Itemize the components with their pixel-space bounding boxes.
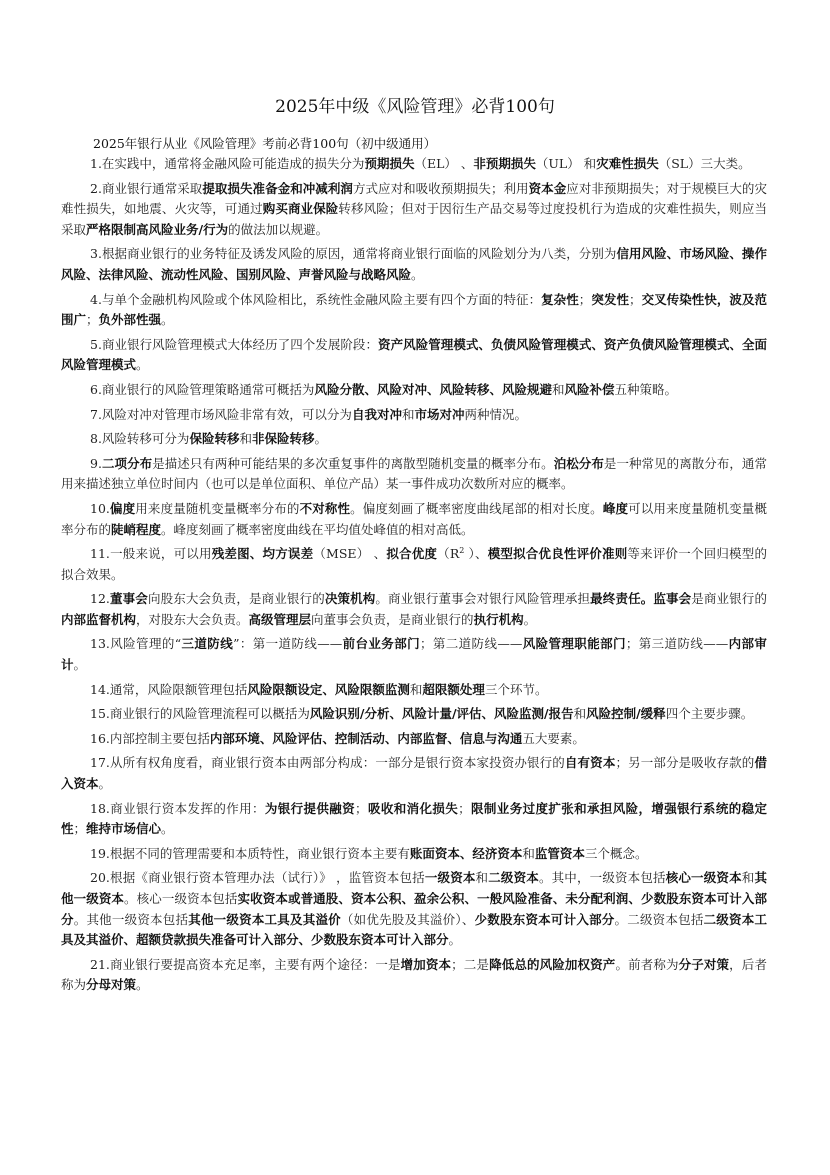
key-term: 一级资本 bbox=[424, 870, 476, 886]
paragraph-text: 两种情况。 bbox=[464, 406, 527, 422]
paragraph-text: ）、 bbox=[464, 546, 488, 562]
paragraph-text: ，后者称为 bbox=[61, 956, 767, 993]
paragraph-text: 三个环节。 bbox=[484, 681, 548, 697]
key-term: 预期损失 bbox=[364, 156, 415, 171]
paragraph-text: 和 bbox=[573, 706, 587, 722]
key-term: 三道防线 bbox=[181, 636, 234, 652]
paragraph-text: 向股东大会负责，是商业银行的 bbox=[147, 591, 325, 607]
key-term: 二级资本工具及其溢价、超额贷款损失准备可计入部分、少数股东资本可计入部分 bbox=[61, 911, 767, 948]
key-term: 董事会 bbox=[109, 591, 148, 607]
key-term: 分子对策 bbox=[678, 956, 730, 972]
paragraph-text: 21.商业银行要提高资本充足率，主要有两个途径：一是 bbox=[90, 956, 401, 972]
paragraph-text: 。 bbox=[161, 312, 174, 328]
key-term: 资本金 bbox=[528, 180, 567, 196]
key-term: 非预期损失 bbox=[473, 156, 536, 171]
key-term: 峰度 bbox=[602, 500, 629, 516]
paragraph-text: 。 bbox=[136, 977, 149, 993]
key-term: 非保险转移 bbox=[251, 431, 315, 447]
key-term: 监管资本 bbox=[534, 845, 585, 861]
paragraph-text: 应对非预期损失；对于规模巨大的灾难性损失，如地震、火灾等，可通过 bbox=[61, 180, 767, 217]
key-term: 二项分布 bbox=[101, 455, 153, 471]
paragraph-text: 20.根据《商业银行资本管理办法（试行）》 ，监管资本包括 bbox=[90, 870, 425, 886]
paragraph-3 bbox=[61, 244, 767, 285]
key-term: 借入资本 bbox=[61, 755, 767, 792]
paragraph-text: 。核心一级资本包括 bbox=[124, 891, 238, 906]
paragraph-21 bbox=[61, 955, 767, 996]
paragraph-text: 。其他一级资本包括 bbox=[73, 911, 189, 927]
paragraph-8 bbox=[61, 429, 767, 450]
paragraph-text: 14.通常，风险限额管理包括 bbox=[90, 681, 248, 697]
paragraph-15 bbox=[61, 704, 767, 725]
key-term: 降低总的风险加权资产 bbox=[489, 956, 616, 972]
paragraph-text: ； bbox=[629, 291, 642, 307]
paragraph-text: 转移风险；但对于因衍生产品交易等过度投机行为造成的灾难性损失，则应当采取 bbox=[61, 201, 767, 237]
key-term: 限制业务过度扩张和承担风险，增强银行系统的稳定性 bbox=[61, 800, 767, 837]
key-term: 账面资本、经济资本 bbox=[409, 845, 523, 861]
paragraph-text: 10. bbox=[90, 500, 110, 516]
paragraph-text: ； bbox=[86, 312, 99, 328]
paragraph-text: 。 bbox=[73, 657, 87, 673]
key-term: 其他一级资本 bbox=[61, 870, 767, 906]
paragraph-text: 是一种常见的离散分布，通常用来描述独立单位时间内（也可以是单位面积、单位产品）某一事件成功次数所对应的概率。 bbox=[61, 455, 767, 492]
paragraph-text: 方式应对和吸收预期损失；利用 bbox=[352, 180, 529, 196]
paragraph-text: 和 bbox=[475, 870, 489, 886]
paragraph-text: 17.从所有权角度看，商业银行资本由两部分构成：一部分是银行资本家投资办银行的 bbox=[90, 755, 565, 771]
paragraph-2 bbox=[61, 179, 767, 241]
paragraph-4 bbox=[61, 290, 767, 331]
key-term: 购买商业保险 bbox=[262, 201, 339, 217]
paragraph-text: 五种策略。 bbox=[614, 381, 677, 397]
paragraph-7 bbox=[61, 405, 767, 426]
paragraph-text: 三个概念。 bbox=[584, 845, 648, 861]
paragraph-text: 3.根据商业银行的业务特征及诱发风险的原因，通常将商业银行面临的风险划分为八类，分别为 bbox=[90, 246, 617, 262]
key-term: 灾难性损失 bbox=[596, 156, 659, 171]
paragraph-text: 可以用来度量随机变量概率分布的 bbox=[61, 500, 767, 537]
key-term: 自我对冲 bbox=[351, 406, 402, 422]
paragraph-text: 五大要素。 bbox=[522, 730, 585, 746]
paragraph-1 bbox=[61, 154, 767, 175]
key-term: 最终责任。监事会 bbox=[590, 591, 692, 607]
key-term: 内部审计 bbox=[61, 636, 767, 673]
paragraph-text: 和 bbox=[401, 406, 415, 422]
paragraph-text: ，对股东大会负责。 bbox=[136, 611, 249, 627]
paragraph-text: 和 bbox=[522, 845, 535, 861]
key-term: 陡峭程度 bbox=[111, 521, 162, 537]
paragraph-text: 。 bbox=[136, 357, 149, 373]
paragraph-text: 6.商业银行的风险管理策略通常可概括为 bbox=[90, 381, 315, 397]
paragraph-5 bbox=[61, 335, 767, 376]
paragraph-text: 。二级资本包括 bbox=[614, 911, 704, 927]
paragraph-text: 的做法加以规避。 bbox=[228, 221, 329, 237]
key-term: 风险控制/缓释 bbox=[586, 706, 666, 722]
paragraph-11 bbox=[61, 544, 767, 585]
paragraph-text: ； bbox=[578, 291, 592, 307]
paragraph-text: 。 bbox=[411, 266, 424, 282]
paragraph-text: 16.内部控制主要包括 bbox=[90, 730, 210, 746]
paragraph-text: （MSE） 、 bbox=[313, 546, 387, 562]
paragraph-text: 15.商业银行的风险管理流程可以概括为 bbox=[90, 706, 310, 722]
key-term: 突发性 bbox=[591, 291, 629, 307]
key-term: 实收资本或普通股、资本公积、盈余公积、一般风险准备、未分配利润、少数股东资本可计入部分 bbox=[61, 891, 767, 927]
paragraph-text: 4.与单个金融机构风险或个体风险相比，系统性金融风险主要有四个方面的特征： bbox=[90, 291, 542, 307]
paragraph-text: （如优先股及其溢价）、 bbox=[340, 911, 475, 927]
paragraph-text: 向董事会负责，是商业银行的 bbox=[311, 611, 474, 627]
paragraph-12 bbox=[61, 589, 767, 630]
paragraph-text: 四个主要步骤。 bbox=[665, 706, 754, 722]
paragraph-text: ；另一部分是吸收存款的 bbox=[615, 755, 755, 771]
key-term: 市场对冲 bbox=[414, 406, 465, 422]
paragraph-9 bbox=[61, 454, 767, 495]
paragraph-text: 。偏度刻画了概率密度曲线尾部的相对长度。 bbox=[350, 500, 603, 516]
paragraph-text: ；第三道防线—— bbox=[625, 636, 729, 652]
key-term: 负外部性强 bbox=[98, 312, 162, 328]
paragraph-text: 。 bbox=[314, 431, 327, 447]
key-term: 其他一级资本工具及其溢价 bbox=[188, 911, 341, 927]
paragraph-text: 是商业银行的 bbox=[691, 591, 767, 607]
key-term: 交叉传染性快，波及范围广 bbox=[61, 291, 767, 328]
paragraph-text: 1.在实践中，通常将金融风险可能造成的损失分为 bbox=[90, 156, 365, 171]
key-term: 增加资本 bbox=[400, 956, 452, 972]
key-term: 拟合优度 bbox=[386, 546, 438, 562]
paragraph-10 bbox=[61, 499, 767, 540]
paragraph-text: 。 bbox=[161, 821, 174, 837]
paragraph-text: 18.商业银行资本发挥的作用： bbox=[90, 800, 265, 816]
paragraph-text: ； bbox=[73, 821, 87, 837]
key-term: 内部环境、风险评估、控制活动、内部监督、信息与沟通 bbox=[209, 730, 523, 746]
key-term: 提取损失准备金和冲减利润 bbox=[202, 180, 353, 196]
key-term: 核心一级资本 bbox=[665, 870, 742, 886]
paragraph-text: 用来度量随机变量概率分布的 bbox=[135, 500, 300, 516]
key-term: 维持市场信心 bbox=[86, 821, 162, 837]
paragraph-text: 。峰度刻画了概率密度曲线在平均值处峰值的相对高低。 bbox=[161, 521, 474, 537]
paragraph-text: 8.风险转移可分为 bbox=[90, 431, 190, 447]
key-term: 吸收和消化损失 bbox=[367, 800, 459, 816]
paragraph-text: 9. bbox=[90, 455, 102, 471]
paragraph-text: （SL）三大类。 bbox=[658, 156, 751, 171]
paragraph-13 bbox=[61, 634, 767, 675]
key-term: 风险补偿 bbox=[564, 381, 615, 397]
key-term: 不对称性 bbox=[299, 500, 351, 516]
key-term: 残差图、均方误差 bbox=[211, 546, 314, 562]
paragraph-text: 。其中，一级资本包括 bbox=[538, 870, 666, 886]
key-term: 决策机构 bbox=[324, 591, 376, 607]
key-term: 前台业务部门 bbox=[342, 636, 420, 652]
key-term: 执行机构 bbox=[473, 611, 524, 627]
key-term: 少数股东资本可计入部分 bbox=[474, 911, 615, 927]
paragraph-text: （R bbox=[437, 546, 460, 562]
key-term: 风险分散、风险对冲、风险转移、风险规避 bbox=[314, 381, 552, 397]
key-term: 高级管理层 bbox=[248, 611, 312, 627]
paragraph-text: 19.根据不同的管理需要和本质特性，商业银行资本主要有 bbox=[90, 845, 410, 861]
paragraph-6 bbox=[61, 380, 767, 401]
page-title: 2025年中级《风险管理》必背100句 bbox=[275, 97, 555, 117]
key-term: 信用风险、市场风险、操作风险、法律风险、流动性风险、国别风险、声誉风险与战略风险 bbox=[61, 246, 767, 282]
key-term: 为银行提供融资 bbox=[264, 800, 356, 816]
paragraph-text: 7.风险对冲对管理市场风险非常有效，可以分为 bbox=[90, 406, 352, 422]
key-term: 保险转移 bbox=[189, 431, 240, 447]
paragraph-text: 。商业银行董事会对银行风险管理承担 bbox=[375, 591, 591, 607]
paragraph-19 bbox=[61, 844, 767, 865]
paragraph-text: 5.商业银行风险管理模式大体经历了四个发展阶段： bbox=[90, 336, 379, 352]
paragraph-text: 和 bbox=[409, 681, 423, 697]
key-term: 风险识别/分析、风险计量/评估、风险监测/报告 bbox=[309, 706, 574, 722]
paragraph-text: ； bbox=[355, 800, 368, 816]
paragraph-text: ；二是 bbox=[451, 956, 490, 972]
key-term: 偏度 bbox=[109, 500, 136, 516]
paragraph-text: ”：第一道防线—— bbox=[233, 636, 343, 652]
key-term: 超限额处理 bbox=[422, 681, 485, 697]
paragraph-text: 和 bbox=[239, 431, 252, 447]
key-term: 风险限额设定、风险限额监测 bbox=[247, 681, 410, 697]
paragraph-text: 12. bbox=[90, 591, 110, 607]
paragraph-text: （EL） 、 bbox=[414, 156, 474, 171]
key-term: 模型拟合优良性评价准则 bbox=[487, 546, 628, 562]
key-term: 内部监督机构 bbox=[61, 611, 137, 627]
paragraph-20 bbox=[61, 868, 767, 950]
paragraph-text: （UL） 和 bbox=[535, 156, 597, 171]
paragraph-text: 。前者称为 bbox=[615, 956, 679, 972]
subtitle: 2025年银行从业《风险管理》考前必背100句（初中级通用） bbox=[93, 136, 437, 151]
paragraph-text: ； bbox=[458, 800, 471, 816]
key-term: 风险管理职能部门 bbox=[522, 636, 626, 652]
paragraph-17 bbox=[61, 753, 767, 794]
key-term: 复杂性 bbox=[541, 291, 579, 307]
paragraph-14 bbox=[61, 680, 767, 701]
key-term: 分母对策 bbox=[86, 977, 137, 993]
paragraph-text: 11.一般来说，可以用 bbox=[90, 546, 212, 562]
paragraph-text: 。 bbox=[523, 611, 537, 627]
paragraph-18 bbox=[61, 799, 767, 840]
key-term: 泊松分布 bbox=[553, 455, 604, 471]
paragraph-text: 。 bbox=[448, 932, 462, 948]
key-term: 资产风险管理模式、负债风险管理模式、资产负债风险管理模式、全面风险管理模式 bbox=[61, 336, 767, 373]
document-body bbox=[61, 154, 767, 1000]
paragraph-16 bbox=[61, 729, 767, 750]
paragraph-text: 等来评价一个回归模型的拟合效果。 bbox=[61, 546, 767, 582]
paragraph-text: 13.风险管理的“ bbox=[90, 636, 182, 652]
superscript: 2 bbox=[459, 545, 465, 555]
key-term: 二级资本 bbox=[488, 870, 539, 886]
key-term: 严格限制高风险业务/行为 bbox=[86, 221, 229, 237]
paragraph-text: 2.商业银行通常采取 bbox=[90, 180, 203, 196]
paragraph-text: 和 bbox=[741, 870, 755, 886]
key-term: 自有资本 bbox=[564, 755, 616, 771]
paragraph-text: 和 bbox=[551, 381, 565, 397]
paragraph-text: 是描述只有两种可能结果的多次重复事件的离散型随机变量的概率分布。 bbox=[152, 455, 554, 471]
paragraph-text: ；第二道防线—— bbox=[419, 636, 523, 652]
paragraph-text: 。 bbox=[98, 776, 112, 792]
